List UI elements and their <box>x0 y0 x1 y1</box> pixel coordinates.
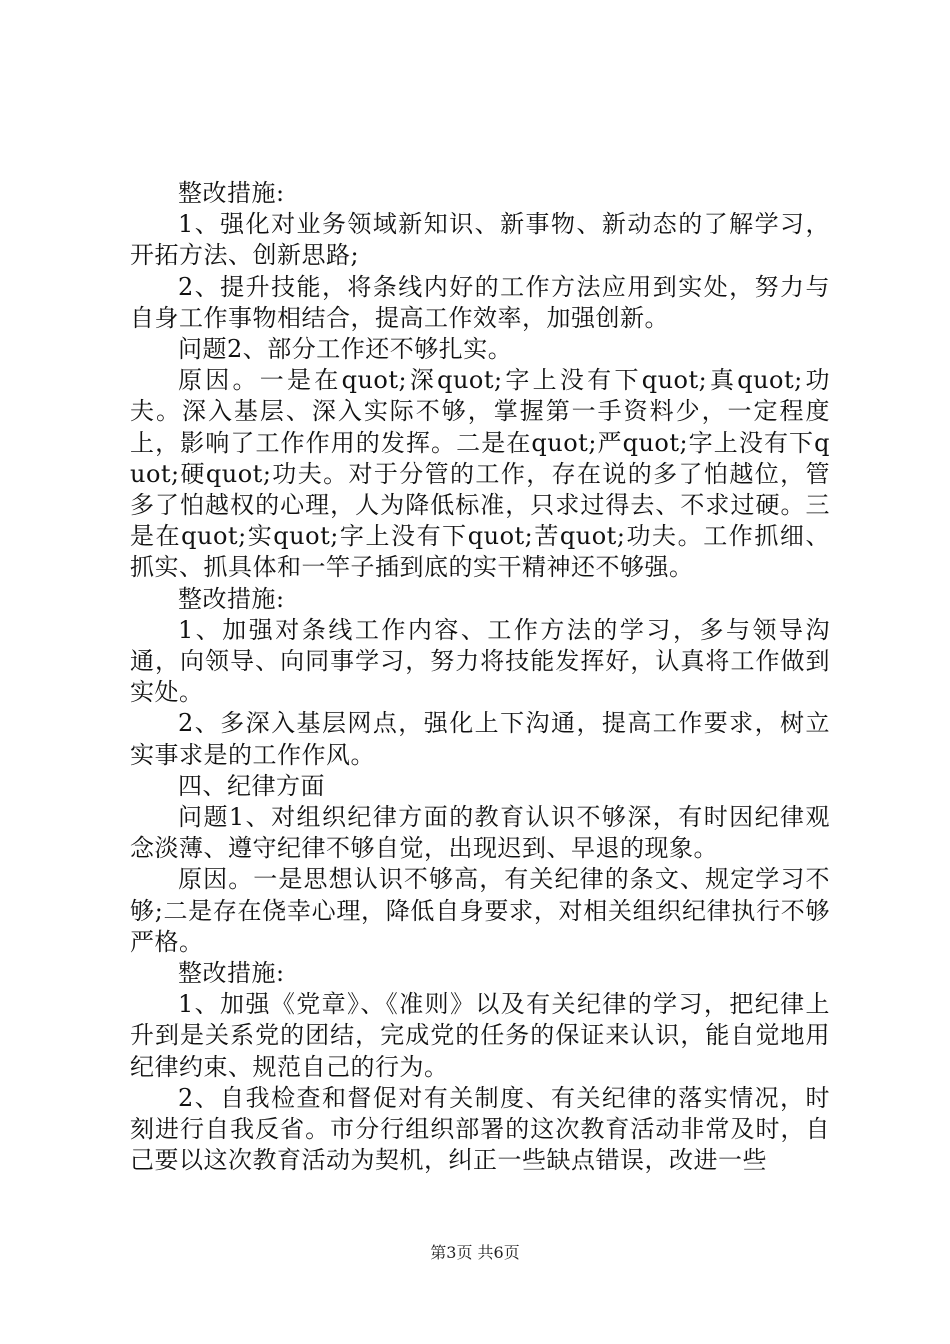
paragraph-measure-3-2: 2、自我检查和督促对有关制度、有关纪律的落实情况，时刻进行自我反省。市分行组织部署的这次教育活动非常及时，自己要以这次教育活动为契机，纠正一些缺点错误，改进一些 <box>130 1083 830 1175</box>
paragraph-discipline-reason: 原因。一是思想认识不够高，有关纪律的条文、规定学习不够;二是存在侥幸心理，降低自身要求，对相关组织纪律执行不够严格。 <box>130 865 830 956</box>
paragraph-measure-2-1: 1、加强对条线工作内容、工作方法的学习，多与领导沟通，向领导、向同事学习，努力将技能发挥好，认真将工作做到实处。 <box>130 615 830 707</box>
document-body <box>130 178 830 1177</box>
paragraph-measure-1-2: 2、提升技能，将条线内好的工作方法应用到实处，努力与自身工作事物相结合，提高工作效率，加强创新。 <box>130 272 830 332</box>
paragraph-reason-2: 原因。一是在quot;深quot;字上没有下quot;真quot;功夫。深入基层、深入实际不够，掌握第一手资料少，一定程度上，影响了工作作用的发挥。二是在quot;严quot;字上没有下quot;硬quot;功夫。对于分管的工作，存在说的多了怕越位，管多了怕越权的心理，人为降低标准，只求过得去、不求过硬。三是在quot;实quot;字上没有下quot;苦quot;功夫。工作抓细、抓实、抓具体和一竿子插到底的实干精神还不够强。 <box>130 366 830 582</box>
paragraph-heading-measures-3: 整改措施: <box>178 959 285 988</box>
paragraph-discipline-problem-1: 问题1、对组织纪律方面的教育认识不够深，有时因纪律观念淡薄、遵守纪律不够自觉，出现迟到、早退的现象。 <box>130 803 830 863</box>
paragraph-heading-measures-1: 整改措施: <box>178 179 285 207</box>
paragraph-measure-3-1: 1、加强《党章》、《准则》以及有关纪律的学习，把纪律上升到是关系党的团结，完成党的任务的保证来认识，能自觉地用纪律约束、规范自己的行为。 <box>130 990 830 1081</box>
section-heading-discipline: 四、纪律方面 <box>178 771 325 800</box>
paragraph-heading-measures-2: 整改措施: <box>178 584 285 613</box>
page-number: 第3页 共6页 <box>430 1243 520 1262</box>
paragraph-problem-2: 问题2、部分工作还不够扎实。 <box>178 335 513 364</box>
paragraph-measure-2-2: 2、多深入基层网点，强化上下沟通，提高工作要求，树立实事求是的工作作风。 <box>130 709 830 769</box>
paragraph-measure-1-1: 1、强化对业务领域新知识、新事物、新动态的了解学习，开拓方法、创新思路; <box>130 210 830 270</box>
